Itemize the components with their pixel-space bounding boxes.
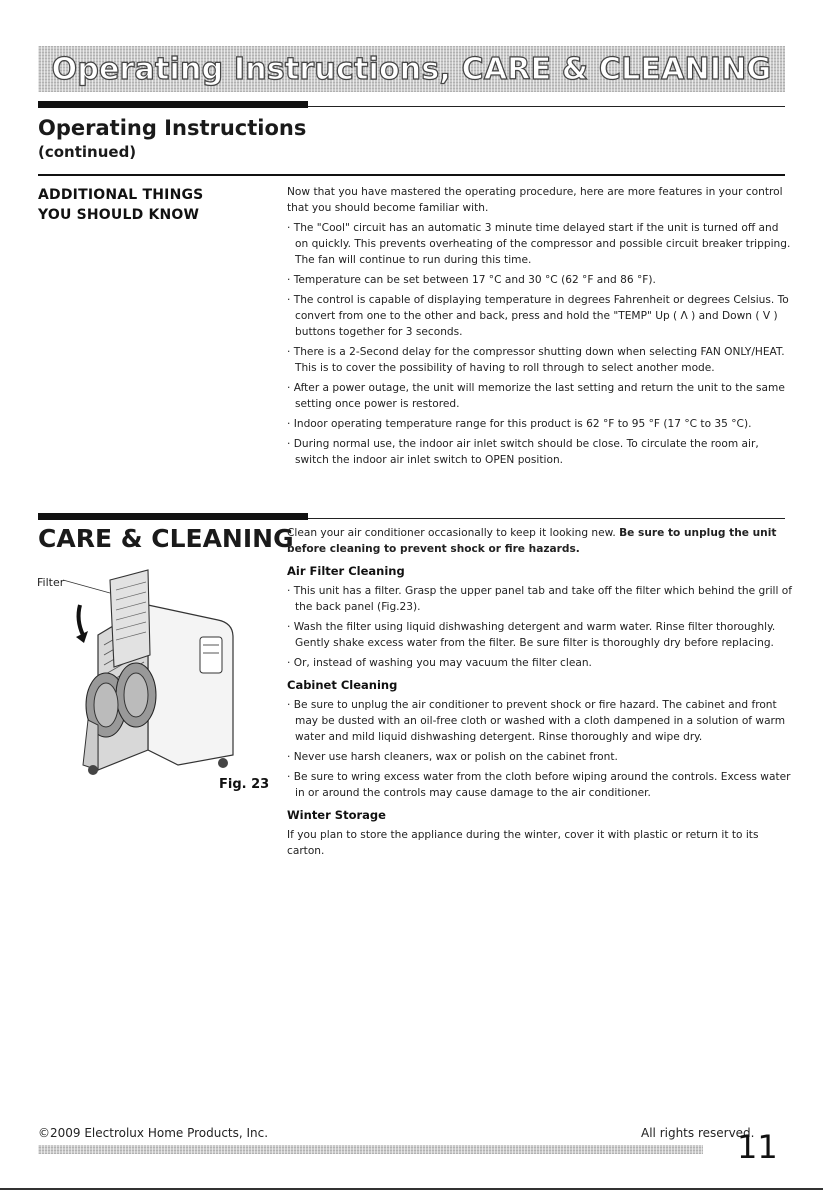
winter-heading: Winter Storage	[287, 808, 386, 822]
additional-heading-line1: ADDITIONAL THINGS	[38, 187, 204, 203]
additional-bullet: · Indoor operating temperature range for this product is 62 °F to 95 °F (17 °C to 35 °C).	[287, 418, 752, 430]
care-body	[287, 525, 792, 863]
section-title: Operating Instructions	[38, 116, 307, 140]
air-conditioner-filter-illustration	[38, 565, 278, 790]
care-intro-text: Clean your air conditioner occasionally to keep it looking new.	[287, 527, 620, 539]
air-filter-bullet: · This unit has a filter. Grasp the upper panel tab and take off the filter which behind the grill of the back panel (Fig.23).	[287, 585, 792, 613]
section-rule-thick	[38, 101, 308, 108]
care-rule-thin	[308, 518, 785, 519]
section-subtitle: (continued)	[38, 143, 137, 161]
additional-bullet: · There is a 2-Second delay for the compressor shutting down when selecting FAN ONLY/HEAT. This is to cover the possibility of having to roll through to select another mode.	[287, 346, 785, 374]
footer-copyright: ©2009 Electrolux Home Products, Inc.	[38, 1126, 269, 1140]
winter-text: If you plan to store the appliance during the winter, cover it with plastic or return it to its carton.	[287, 829, 759, 857]
air-filter-bullet: · Or, instead of washing you may vacuum the filter clean.	[287, 657, 592, 669]
care-rule-thick	[38, 513, 308, 520]
cabinet-bullet: · Be sure to wring excess water from the cloth before wiping around the controls. Excess water in or around the controls may cause damage to the air conditioner.	[287, 771, 791, 799]
section-rule-thin	[308, 106, 785, 107]
additional-bullet: · After a power outage, the unit will memorize the last setting and return the unit to the same setting once power is restored.	[287, 382, 785, 410]
additional-bullet: · During normal use, the indoor air inlet switch should be close. To circulate the room air, switch the indoor air inlet switch to OPEN position.	[287, 438, 759, 466]
bottom-rule	[0, 1188, 823, 1190]
additional-heading-line2: YOU SHOULD KNOW	[38, 207, 200, 223]
banner-title: Operating Instructions, CARE & CLEANING	[51, 52, 772, 87]
additional-bullet: · The "Cool" circuit has an automatic 3 minute time delayed start if the unit is turned off and on quickly. This prevents overheating of the compressor and possible circuit breaker tripping. The fan will continue to run during this time.	[287, 222, 791, 266]
figure-label: Fig. 23	[219, 777, 270, 792]
cabinet-bullet: · Never use harsh cleaners, wax or polish on the cabinet front.	[287, 751, 618, 763]
care-intro	[287, 525, 792, 557]
page-number: 11	[737, 1128, 778, 1166]
additional-intro: Now that you have mastered the operating procedure, here are more features in your control that you should become familiar with.	[287, 186, 783, 214]
footer-rights: All rights reserved.	[641, 1126, 755, 1140]
filter-label: Filter	[37, 576, 65, 589]
cabinet-heading: Cabinet Cleaning	[287, 678, 398, 692]
additional-bullet: · The control is capable of displaying temperature in degrees Fahrenheit or degrees Celsius. To convert from one to the other and back, press and hold the "TEMP" Up ( Λ ) and Down ( V ) buttons together for 3 seconds.	[287, 294, 789, 338]
air-filter-heading: Air Filter Cleaning	[287, 564, 405, 578]
care-intro-warning: Be sure to unplug the unit before cleaning to prevent shock or fire hazards.	[287, 527, 777, 555]
air-filter-bullet: · Wash the filter using liquid dishwashing detergent and warm water. Rinse filter thoroughly. Gently shake excess water from the filter. Be sure filter is thoroughly dry before replacing.	[287, 621, 776, 649]
additional-heading	[38, 185, 268, 225]
additional-bullet: · Temperature can be set between 17 °C and 30 °C (62 °F and 86 °F).	[287, 274, 656, 286]
footer-band	[38, 1145, 703, 1154]
additional-body	[287, 184, 792, 472]
title-banner	[38, 46, 785, 92]
additional-rule	[38, 174, 785, 176]
care-title: CARE & CLEANING	[38, 524, 294, 553]
cabinet-bullet: · Be sure to unplug the air conditioner to prevent shock or fire hazard. The cabinet and front may be dusted with an oil-free cloth or washed with a cloth dampened in a solution of warm water and mild liquid dishwashing detergent. Rinse thoroughly and wipe dry.	[287, 699, 786, 743]
